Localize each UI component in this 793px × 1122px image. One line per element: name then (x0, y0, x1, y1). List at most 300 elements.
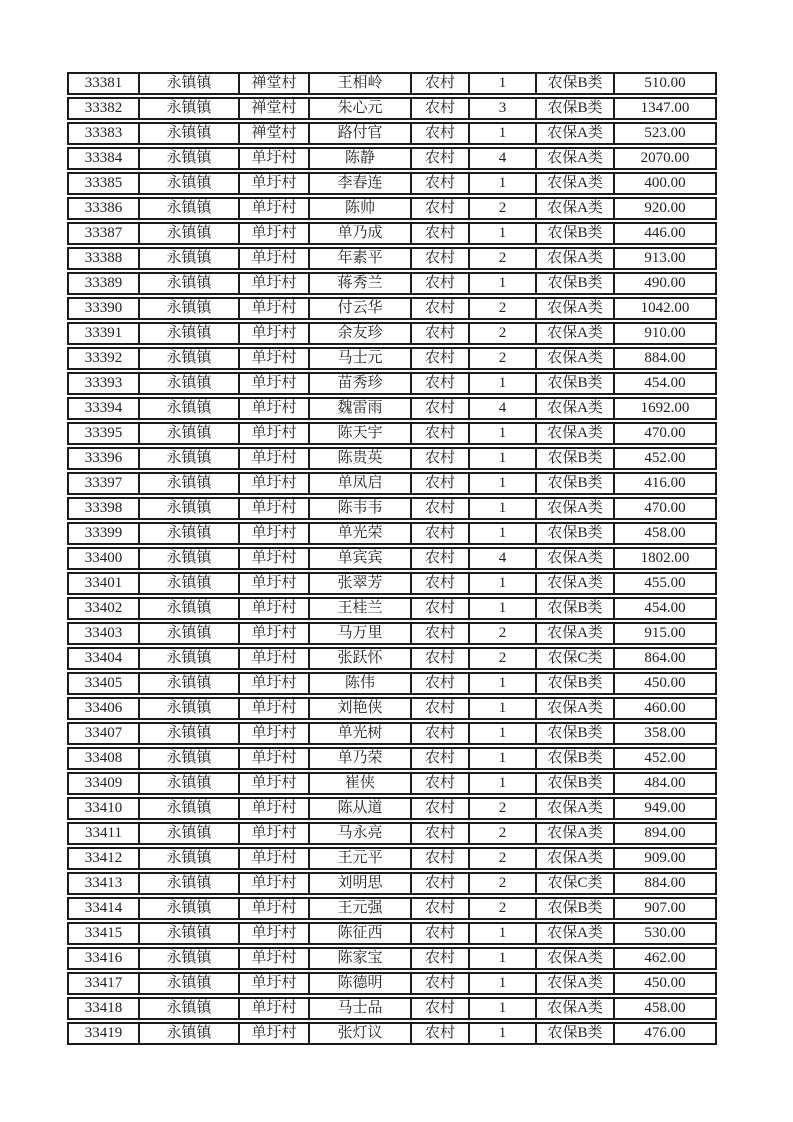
cell-amount: 894.00 (615, 822, 717, 845)
cell-serial-number: 33418 (67, 997, 140, 1020)
table-row (67, 647, 717, 670)
cell-residence-type: 农村 (412, 322, 470, 345)
cell-amount: 909.00 (615, 847, 717, 870)
table-sheet (67, 70, 717, 1047)
cell-person-count: 3 (470, 97, 537, 120)
cell-person-count: 1 (470, 422, 537, 445)
cell-serial-number: 33417 (67, 972, 140, 995)
cell-person-count: 1 (470, 997, 537, 1020)
cell-person-name: 陈静 (310, 147, 412, 170)
cell-serial-number: 33386 (67, 197, 140, 220)
cell-amount: 523.00 (615, 122, 717, 145)
cell-serial-number: 33416 (67, 947, 140, 970)
cell-village: 单圩村 (240, 972, 310, 995)
table-row (67, 847, 717, 870)
cell-residence-type: 农村 (412, 397, 470, 420)
cell-person-name: 陈韦韦 (310, 497, 412, 520)
cell-amount: 864.00 (615, 647, 717, 670)
cell-serial-number: 33398 (67, 497, 140, 520)
cell-person-name: 刘艳侠 (310, 697, 412, 720)
cell-residence-type: 农村 (412, 972, 470, 995)
cell-insurance-category: 农保B类 (537, 472, 615, 495)
cell-person-name: 陈贵英 (310, 447, 412, 470)
cell-amount: 510.00 (615, 72, 717, 95)
table-row (67, 947, 717, 970)
cell-amount: 454.00 (615, 597, 717, 620)
cell-person-count: 1 (470, 772, 537, 795)
cell-amount: 484.00 (615, 772, 717, 795)
cell-serial-number: 33390 (67, 297, 140, 320)
cell-person-count: 1 (470, 697, 537, 720)
cell-town: 永镇镇 (140, 997, 240, 1020)
cell-person-name: 朱心元 (310, 97, 412, 120)
cell-person-name: 崔侠 (310, 772, 412, 795)
cell-insurance-category: 农保A类 (537, 322, 615, 345)
cell-person-count: 2 (470, 647, 537, 670)
cell-serial-number: 33407 (67, 722, 140, 745)
cell-residence-type: 农村 (412, 122, 470, 145)
cell-amount: 884.00 (615, 872, 717, 895)
cell-town: 永镇镇 (140, 922, 240, 945)
cell-residence-type: 农村 (412, 472, 470, 495)
cell-insurance-category: 农保B类 (537, 372, 615, 395)
cell-person-name: 陈德明 (310, 972, 412, 995)
cell-person-count: 1 (470, 272, 537, 295)
cell-amount: 490.00 (615, 272, 717, 295)
cell-insurance-category: 农保A类 (537, 347, 615, 370)
cell-town: 永镇镇 (140, 97, 240, 120)
cell-town: 永镇镇 (140, 422, 240, 445)
cell-serial-number: 33406 (67, 697, 140, 720)
cell-serial-number: 33401 (67, 572, 140, 595)
table-row (67, 597, 717, 620)
cell-village: 单圩村 (240, 547, 310, 570)
cell-insurance-category: 农保B类 (537, 72, 615, 95)
cell-insurance-category: 农保B类 (537, 522, 615, 545)
table-row (67, 347, 717, 370)
cell-town: 永镇镇 (140, 1022, 240, 1045)
cell-serial-number: 33393 (67, 372, 140, 395)
cell-residence-type: 农村 (412, 297, 470, 320)
cell-residence-type: 农村 (412, 672, 470, 695)
cell-person-count: 1 (470, 972, 537, 995)
cell-person-count: 2 (470, 897, 537, 920)
cell-amount: 2070.00 (615, 147, 717, 170)
cell-residence-type: 农村 (412, 947, 470, 970)
cell-serial-number: 33399 (67, 522, 140, 545)
cell-residence-type: 农村 (412, 747, 470, 770)
cell-amount: 907.00 (615, 897, 717, 920)
cell-residence-type: 农村 (412, 722, 470, 745)
cell-person-name: 王元平 (310, 847, 412, 870)
cell-residence-type: 农村 (412, 597, 470, 620)
cell-person-name: 余友珍 (310, 322, 412, 345)
cell-village: 单圩村 (240, 297, 310, 320)
cell-amount: 460.00 (615, 697, 717, 720)
cell-village: 单圩村 (240, 197, 310, 220)
cell-village: 单圩村 (240, 722, 310, 745)
cell-amount: 949.00 (615, 797, 717, 820)
cell-residence-type: 农村 (412, 572, 470, 595)
cell-person-count: 1 (470, 172, 537, 195)
cell-amount: 452.00 (615, 447, 717, 470)
cell-town: 永镇镇 (140, 347, 240, 370)
cell-amount: 470.00 (615, 422, 717, 445)
cell-person-name: 马士品 (310, 997, 412, 1020)
cell-serial-number: 33384 (67, 147, 140, 170)
cell-village: 禅堂村 (240, 72, 310, 95)
cell-person-name: 单乃成 (310, 222, 412, 245)
cell-insurance-category: 农保B类 (537, 1022, 615, 1045)
cell-person-count: 1 (470, 1022, 537, 1045)
cell-serial-number: 33411 (67, 822, 140, 845)
cell-person-count: 2 (470, 247, 537, 270)
cell-amount: 462.00 (615, 947, 717, 970)
cell-person-name: 张灯议 (310, 1022, 412, 1045)
cell-residence-type: 农村 (412, 522, 470, 545)
cell-person-name: 张翠芳 (310, 572, 412, 595)
cell-town: 永镇镇 (140, 172, 240, 195)
cell-village: 单圩村 (240, 422, 310, 445)
cell-serial-number: 33413 (67, 872, 140, 895)
cell-insurance-category: 农保B类 (537, 447, 615, 470)
cell-village: 单圩村 (240, 772, 310, 795)
cell-person-count: 1 (470, 372, 537, 395)
table-row (67, 797, 717, 820)
cell-town: 永镇镇 (140, 72, 240, 95)
cell-residence-type: 农村 (412, 1022, 470, 1045)
cell-person-name: 单凤启 (310, 472, 412, 495)
cell-person-count: 1 (470, 722, 537, 745)
cell-amount: 458.00 (615, 522, 717, 545)
cell-insurance-category: 农保A类 (537, 847, 615, 870)
table-row (67, 172, 717, 195)
cell-residence-type: 农村 (412, 797, 470, 820)
cell-town: 永镇镇 (140, 447, 240, 470)
cell-village: 单圩村 (240, 747, 310, 770)
cell-person-name: 单光荣 (310, 522, 412, 545)
cell-amount: 455.00 (615, 572, 717, 595)
cell-person-count: 2 (470, 847, 537, 870)
cell-insurance-category: 农保B类 (537, 722, 615, 745)
cell-town: 永镇镇 (140, 522, 240, 545)
cell-town: 永镇镇 (140, 222, 240, 245)
cell-town: 永镇镇 (140, 372, 240, 395)
cell-village: 单圩村 (240, 447, 310, 470)
cell-amount: 884.00 (615, 347, 717, 370)
cell-amount: 450.00 (615, 972, 717, 995)
cell-village: 单圩村 (240, 672, 310, 695)
table-row (67, 497, 717, 520)
cell-amount: 530.00 (615, 922, 717, 945)
cell-serial-number: 33405 (67, 672, 140, 695)
cell-insurance-category: 农保A类 (537, 122, 615, 145)
cell-town: 永镇镇 (140, 572, 240, 595)
cell-person-count: 4 (470, 147, 537, 170)
cell-insurance-category: 农保A类 (537, 297, 615, 320)
cell-residence-type: 农村 (412, 72, 470, 95)
cell-person-name: 陈伟 (310, 672, 412, 695)
cell-person-count: 1 (470, 572, 537, 595)
cell-residence-type: 农村 (412, 897, 470, 920)
cell-person-count: 4 (470, 547, 537, 570)
cell-residence-type: 农村 (412, 372, 470, 395)
cell-town: 永镇镇 (140, 322, 240, 345)
cell-residence-type: 农村 (412, 547, 470, 570)
cell-person-count: 1 (470, 72, 537, 95)
table-row (67, 722, 717, 745)
cell-serial-number: 33403 (67, 622, 140, 645)
table-row (67, 872, 717, 895)
cell-serial-number: 33396 (67, 447, 140, 470)
cell-person-count: 1 (470, 522, 537, 545)
cell-person-count: 1 (470, 122, 537, 145)
cell-insurance-category: 农保A类 (537, 997, 615, 1020)
cell-town: 永镇镇 (140, 547, 240, 570)
table-row (67, 247, 717, 270)
cell-serial-number: 33404 (67, 647, 140, 670)
table-row (67, 822, 717, 845)
cell-person-name: 苗秀珍 (310, 372, 412, 395)
cell-town: 永镇镇 (140, 722, 240, 745)
cell-amount: 1692.00 (615, 397, 717, 420)
cell-person-count: 1 (470, 497, 537, 520)
cell-town: 永镇镇 (140, 772, 240, 795)
cell-town: 永镇镇 (140, 747, 240, 770)
cell-insurance-category: 农保B类 (537, 897, 615, 920)
cell-person-count: 1 (470, 597, 537, 620)
cell-person-name: 马士元 (310, 347, 412, 370)
cell-amount: 1802.00 (615, 547, 717, 570)
cell-residence-type: 农村 (412, 197, 470, 220)
cell-person-count: 2 (470, 822, 537, 845)
cell-village: 单圩村 (240, 647, 310, 670)
cell-residence-type: 农村 (412, 222, 470, 245)
insurance-roster-table (67, 70, 717, 1047)
table-row (67, 272, 717, 295)
table-row (67, 297, 717, 320)
table-row (67, 572, 717, 595)
cell-insurance-category: 农保A类 (537, 972, 615, 995)
cell-village: 单圩村 (240, 897, 310, 920)
cell-residence-type: 农村 (412, 997, 470, 1020)
cell-person-count: 2 (470, 197, 537, 220)
cell-village: 单圩村 (240, 997, 310, 1020)
cell-village: 单圩村 (240, 397, 310, 420)
cell-insurance-category: 农保B类 (537, 97, 615, 120)
cell-insurance-category: 农保B类 (537, 597, 615, 620)
cell-person-name: 王桂兰 (310, 597, 412, 620)
cell-village: 单圩村 (240, 247, 310, 270)
cell-person-name: 付云华 (310, 297, 412, 320)
cell-amount: 915.00 (615, 622, 717, 645)
cell-serial-number: 33388 (67, 247, 140, 270)
table-row (67, 772, 717, 795)
cell-village: 单圩村 (240, 847, 310, 870)
cell-village: 单圩村 (240, 147, 310, 170)
cell-person-count: 1 (470, 472, 537, 495)
cell-person-name: 陈从道 (310, 797, 412, 820)
cell-person-name: 张跃怀 (310, 647, 412, 670)
cell-person-name: 单宾宾 (310, 547, 412, 570)
table-row (67, 697, 717, 720)
cell-person-count: 1 (470, 672, 537, 695)
cell-insurance-category: 农保A类 (537, 947, 615, 970)
cell-serial-number: 33383 (67, 122, 140, 145)
cell-person-count: 2 (470, 872, 537, 895)
table-row (67, 622, 717, 645)
cell-serial-number: 33394 (67, 397, 140, 420)
cell-town: 永镇镇 (140, 947, 240, 970)
cell-town: 永镇镇 (140, 147, 240, 170)
cell-insurance-category: 农保C类 (537, 647, 615, 670)
cell-residence-type: 农村 (412, 172, 470, 195)
cell-insurance-category: 农保A类 (537, 922, 615, 945)
table-body (67, 72, 717, 1045)
cell-person-count: 1 (470, 222, 537, 245)
cell-town: 永镇镇 (140, 122, 240, 145)
cell-residence-type: 农村 (412, 697, 470, 720)
cell-town: 永镇镇 (140, 822, 240, 845)
table-row (67, 372, 717, 395)
cell-serial-number: 33400 (67, 547, 140, 570)
cell-residence-type: 农村 (412, 772, 470, 795)
cell-town: 永镇镇 (140, 672, 240, 695)
cell-person-name: 刘明思 (310, 872, 412, 895)
cell-insurance-category: 农保A类 (537, 172, 615, 195)
cell-person-name: 马永亮 (310, 822, 412, 845)
table-row (67, 72, 717, 95)
cell-serial-number: 33391 (67, 322, 140, 345)
table-row (67, 972, 717, 995)
cell-town: 永镇镇 (140, 847, 240, 870)
cell-residence-type: 农村 (412, 622, 470, 645)
cell-residence-type: 农村 (412, 847, 470, 870)
cell-person-name: 路付官 (310, 122, 412, 145)
cell-village: 单圩村 (240, 947, 310, 970)
cell-person-count: 2 (470, 797, 537, 820)
cell-amount: 920.00 (615, 197, 717, 220)
cell-person-count: 4 (470, 397, 537, 420)
cell-village: 单圩村 (240, 172, 310, 195)
cell-residence-type: 农村 (412, 97, 470, 120)
cell-serial-number: 33402 (67, 597, 140, 620)
cell-amount: 454.00 (615, 372, 717, 395)
cell-person-name: 陈征西 (310, 922, 412, 945)
cell-serial-number: 33389 (67, 272, 140, 295)
cell-village: 单圩村 (240, 597, 310, 620)
table-row (67, 97, 717, 120)
cell-village: 单圩村 (240, 622, 310, 645)
cell-residence-type: 农村 (412, 872, 470, 895)
cell-village: 单圩村 (240, 472, 310, 495)
table-row (67, 897, 717, 920)
cell-village: 单圩村 (240, 922, 310, 945)
cell-insurance-category: 农保A类 (537, 497, 615, 520)
cell-serial-number: 33392 (67, 347, 140, 370)
cell-serial-number: 33382 (67, 97, 140, 120)
cell-serial-number: 33412 (67, 847, 140, 870)
cell-residence-type: 农村 (412, 147, 470, 170)
cell-amount: 910.00 (615, 322, 717, 345)
table-row (67, 322, 717, 345)
cell-person-name: 王元强 (310, 897, 412, 920)
table-row (67, 222, 717, 245)
cell-amount: 446.00 (615, 222, 717, 245)
cell-person-count: 2 (470, 297, 537, 320)
cell-town: 永镇镇 (140, 972, 240, 995)
cell-person-name: 李春连 (310, 172, 412, 195)
cell-town: 永镇镇 (140, 397, 240, 420)
cell-insurance-category: 农保B类 (537, 772, 615, 795)
cell-insurance-category: 农保B类 (537, 272, 615, 295)
cell-town: 永镇镇 (140, 497, 240, 520)
table-row (67, 472, 717, 495)
cell-village: 单圩村 (240, 797, 310, 820)
table-row (67, 397, 717, 420)
cell-village: 单圩村 (240, 497, 310, 520)
cell-person-name: 马万里 (310, 622, 412, 645)
cell-person-name: 陈家宝 (310, 947, 412, 970)
cell-person-name: 魏雷雨 (310, 397, 412, 420)
table-row (67, 122, 717, 145)
cell-insurance-category: 农保A类 (537, 797, 615, 820)
cell-serial-number: 33385 (67, 172, 140, 195)
cell-person-name: 蒋秀兰 (310, 272, 412, 295)
cell-village: 单圩村 (240, 872, 310, 895)
cell-village: 单圩村 (240, 1022, 310, 1045)
cell-town: 永镇镇 (140, 197, 240, 220)
table-row (67, 522, 717, 545)
cell-town: 永镇镇 (140, 247, 240, 270)
cell-residence-type: 农村 (412, 347, 470, 370)
cell-insurance-category: 农保A类 (537, 397, 615, 420)
cell-village: 单圩村 (240, 322, 310, 345)
cell-residence-type: 农村 (412, 822, 470, 845)
cell-amount: 358.00 (615, 722, 717, 745)
cell-amount: 1347.00 (615, 97, 717, 120)
cell-village: 单圩村 (240, 572, 310, 595)
cell-amount: 458.00 (615, 997, 717, 1020)
cell-serial-number: 33381 (67, 72, 140, 95)
cell-town: 永镇镇 (140, 647, 240, 670)
cell-amount: 470.00 (615, 497, 717, 520)
cell-residence-type: 农村 (412, 272, 470, 295)
cell-insurance-category: 农保B类 (537, 222, 615, 245)
cell-person-count: 2 (470, 622, 537, 645)
cell-amount: 452.00 (615, 747, 717, 770)
cell-village: 禅堂村 (240, 97, 310, 120)
cell-person-count: 1 (470, 447, 537, 470)
cell-town: 永镇镇 (140, 297, 240, 320)
cell-village: 单圩村 (240, 822, 310, 845)
cell-serial-number: 33409 (67, 772, 140, 795)
table-row (67, 747, 717, 770)
cell-person-count: 1 (470, 947, 537, 970)
cell-insurance-category: 农保A类 (537, 147, 615, 170)
table-row (67, 997, 717, 1020)
cell-amount: 416.00 (615, 472, 717, 495)
table-row (67, 147, 717, 170)
cell-serial-number: 33397 (67, 472, 140, 495)
cell-town: 永镇镇 (140, 897, 240, 920)
cell-person-count: 2 (470, 347, 537, 370)
cell-village: 单圩村 (240, 372, 310, 395)
cell-amount: 450.00 (615, 672, 717, 695)
cell-person-count: 1 (470, 922, 537, 945)
cell-town: 永镇镇 (140, 472, 240, 495)
cell-village: 禅堂村 (240, 122, 310, 145)
